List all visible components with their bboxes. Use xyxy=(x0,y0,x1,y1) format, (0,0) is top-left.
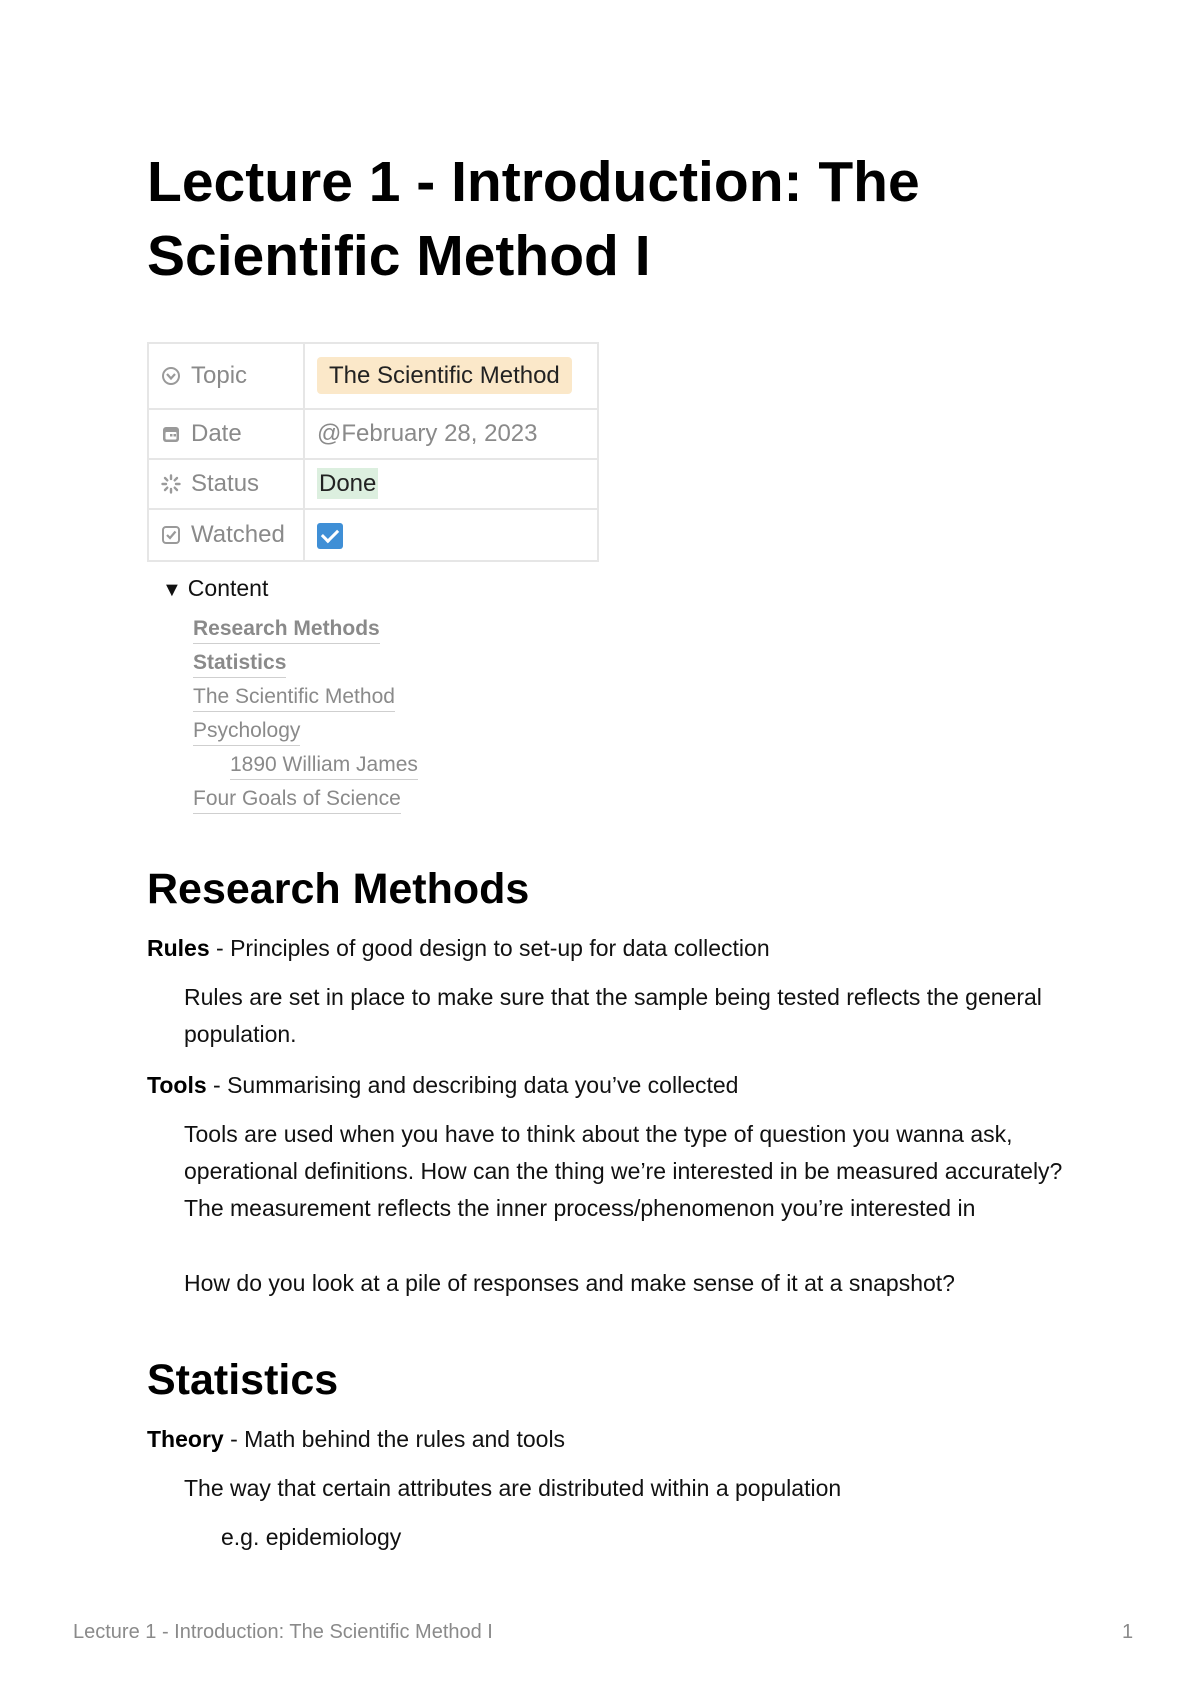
heading-statistics: Statistics xyxy=(147,1356,339,1404)
theory-paragraph xyxy=(147,1421,1097,1458)
content-toggle[interactable] xyxy=(162,575,268,602)
tools-detail: Tools are used when you have to think about the type of question you wanna ask, operational definitions. How can the thing we’re interested in be measured accurately? The measurement reflects the inner process/phenomenon you’re interested in xyxy=(184,1121,1063,1221)
calendar-icon xyxy=(161,424,181,444)
property-label-status: Status xyxy=(191,470,260,497)
theory-detail: The way that certain attributes are distributed within a population xyxy=(184,1475,842,1501)
property-label-watched: Watched xyxy=(191,521,285,548)
property-row-status xyxy=(148,459,598,509)
select-icon xyxy=(161,366,181,386)
page-title: Lecture 1 - Introduction: The Scientific Method I xyxy=(147,150,920,288)
toc-link-statistics[interactable]: Statistics xyxy=(193,649,286,678)
theory-definition: - Math behind the rules and tools xyxy=(223,1426,566,1452)
theory-term: Theory xyxy=(147,1426,224,1452)
rules-definition: - Principles of good design to set-up for data collection xyxy=(209,935,770,961)
toc-link-research-methods[interactable]: Research Methods xyxy=(193,615,380,644)
status-spinner-icon xyxy=(161,474,181,494)
topic-tag[interactable]: The Scientific Method xyxy=(317,357,572,394)
content-toggle-label: Content xyxy=(187,575,269,601)
status-badge[interactable]: Done xyxy=(319,470,377,497)
footer-title: Lecture 1 - Introduction: The Scientific Method I xyxy=(73,1621,493,1643)
rules-detail: Rules are set in place to make sure that the sample being tested reflects the general population. xyxy=(184,984,1042,1047)
property-label-date: Date xyxy=(191,420,242,447)
toc-link-william-james[interactable]: 1890 William James xyxy=(230,751,418,780)
property-row-date xyxy=(148,409,598,459)
properties-table xyxy=(147,342,599,562)
watched-checkbox[interactable] xyxy=(317,523,343,549)
theory-example: e.g. epidemiology xyxy=(221,1524,402,1550)
page-number: 1 xyxy=(1122,1621,1134,1643)
rules-paragraph xyxy=(147,930,1097,967)
toc-link-scientific-method[interactable]: The Scientific Method xyxy=(193,683,395,712)
tools-paragraph xyxy=(147,1067,1097,1104)
toggle-triangle-icon[interactable]: ▼ xyxy=(162,579,182,601)
tools-question: How do you look at a pile of responses and make sense of it at a snapshot? xyxy=(184,1270,955,1296)
checkbox-icon xyxy=(161,525,181,545)
tools-definition: - Summarising and describing data you’ve collected xyxy=(206,1072,739,1098)
toc-link-psychology[interactable]: Psychology xyxy=(193,717,300,746)
heading-research-methods: Research Methods xyxy=(147,865,530,913)
table-of-contents xyxy=(193,615,418,819)
rules-term: Rules xyxy=(147,935,210,961)
tools-term: Tools xyxy=(147,1072,207,1098)
toc-link-four-goals[interactable]: Four Goals of Science xyxy=(193,785,401,814)
property-label-topic: Topic xyxy=(191,362,248,389)
property-row-topic xyxy=(148,343,598,409)
date-value[interactable]: @February 28, 2023 xyxy=(317,420,538,447)
property-row-watched xyxy=(148,509,598,561)
